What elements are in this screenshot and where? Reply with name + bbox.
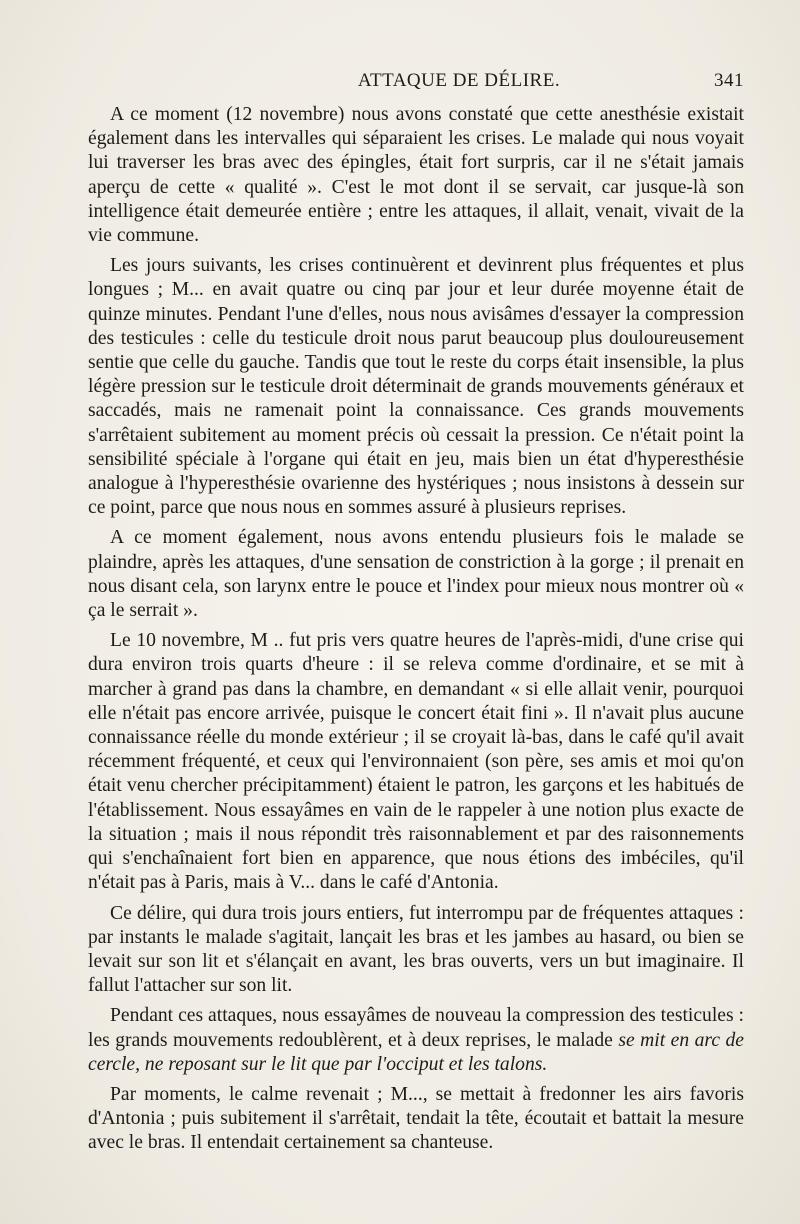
paragraph-delire (88, 902, 744, 999)
paragraph-compression (88, 1004, 744, 1077)
paragraph-anesthesie (88, 103, 744, 248)
paragraph-text: Le 10 novembre, M .. fut pris vers quatre heures de l'après-midi, d'une crise qui dura environ trois quarts d'heure : il se releva comme d'ordinaire, et se mit à marcher à grand pas dans la chambre, en demandant « si elle allait venir, pourquoi elle n'était pas encore arrivée, puisque le concert était fini ». Il n'avait plus aucune connaissance réelle du monde extérieur ; il se croyait là-bas, dans le café qu'il avait récemment fréquenté, et ceux qui l'environnaient (son père, ses amis et moi qu'on était venu chercher précipitamment) étaient le patron, les garçons et les habitués de l'établissement. Nous essayâmes en vain de le rappeler à une notion plus exacte de la situation ; mais il nous répondit très raisonnablement et par des raisonnements qui s'enchaînaient fort bien en apparence, que nous étions des imbéciles, qu'il n'était pas à Paris, mais à V... dans le café d'Antonia. (88, 630, 744, 894)
paragraph-italic-text: se mit en arc de cercle, ne reposant sur le lit que par l'occiput et les talons. (88, 1029, 744, 1075)
paragraph-text: Par moments, le calme revenait ; M..., se mettait à fredonner les airs favoris d'Antonia ; puis subitement il s'arrêtait, tendait la tête, écoutait et battait la mesure avec le bras. Il entendait certainement sa chanteuse. (88, 1083, 744, 1154)
paragraph-constriction (88, 526, 744, 623)
running-head (104, 70, 744, 96)
paragraph-text: Ce délire, qui dura trois jours entiers, fut interrompu par de fréquentes attaques : par instants le malade s'agitait, lançait les bras et les jambes au hasard, ou bien se levait sur son lit et s'élançait en avant, les bras ouverts, vers un but imaginaire. Il fallut l'attacher sur son lit. (88, 902, 744, 997)
running-title: ATTAQUE DE DÉLIRE. (357, 70, 561, 91)
paragraph-calme (88, 1083, 744, 1156)
paragraph-10-novembre (88, 629, 744, 895)
paragraph-crises (88, 254, 744, 520)
body-text (88, 103, 744, 1162)
page-number: 341 (714, 70, 744, 91)
paragraph-text: A ce moment également, nous avons entendu plusieurs fois le malade se plaindre, après les attaques, d'une sensation de constriction à la gorge ; il prenait en nous disant cela, son larynx entre le pouce et l'index pour mieux nous montrer où « ça le serrait ». (88, 527, 744, 622)
paragraph-text: Pendant ces attaques, nous essayâmes de nouveau la compression des testicules : les grands mouvements redoublèrent, et à deux reprises, le malade (88, 1005, 744, 1051)
paragraph-text: A ce moment (12 novembre) nous avons constaté que cette anesthésie existait également dans les intervalles qui séparaient les crises. Le malade qui nous voyait lui traverser les bras avec des épingles, était fort surpris, car il ne s'était jamais aperçu de cette « qualité ». C'est le mot dont il se servait, car jusque-là son intelligence était demeurée entière ; entre les attaques, il allait, venait, vivait de la vie commune. (88, 104, 744, 247)
paragraph-text: Les jours suivants, les crises continuèrent et devinrent plus fréquentes et plus longues ; M... en avait quatre ou cinq par jour et leur durée moyenne était de quinze minutes. Pendant l'une d'elles, nous nous avisâmes d'essayer la compression des testicules : celle du testicule droit nous parut beaucoup plus douloureusement sentie que celle du gauche. Tandis que tout le reste du corps était insensible, la plus légère pression sur le testicule droit déterminait de grands mouvements généraux et saccadés, mais ne ramenait point la connaissance. Ces grands mouvements s'arrêtaient subitement au moment précis où cessait la pression. Ce n'était point la sensibilité spéciale à l'organe qui était en jeu, mais bien un état d'hyperesthésie analogue à l'hyperesthésie ovarienne des hystériques ; nous insistons à dessein sur ce point, parce que nous nous en sommes assuré à plusieurs reprises. (88, 255, 744, 519)
